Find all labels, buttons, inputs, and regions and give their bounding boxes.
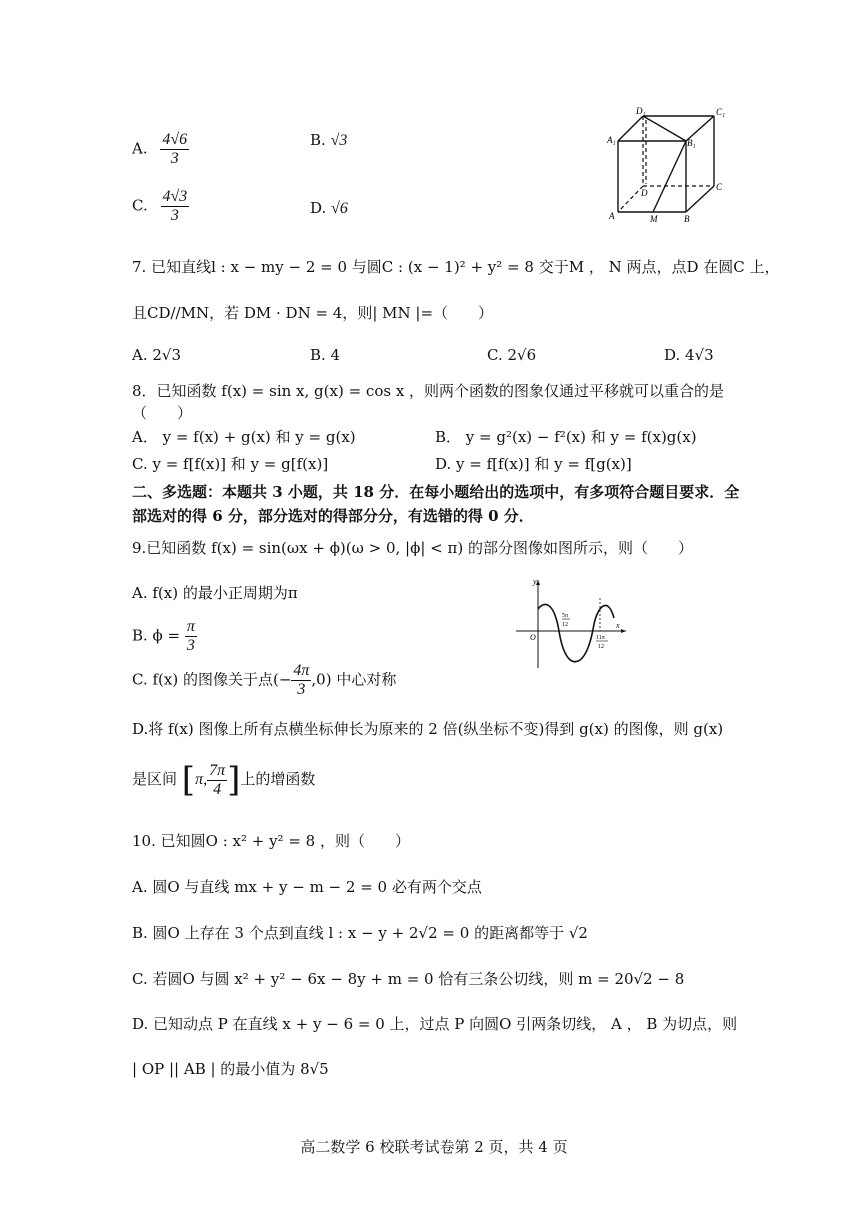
option-text: ,0) 中心对称 xyxy=(311,670,397,689)
fraction xyxy=(291,662,311,699)
y-axis-label: y xyxy=(533,577,537,586)
label-d: D xyxy=(641,188,648,198)
q10-option-d-line2: | OP || AB | 的最小值为 8√5 xyxy=(132,1060,329,1078)
q9-option-d-line2: 是区间 [π, $\frac{7\pi}{4}$ ]上的增函数 xyxy=(132,760,316,800)
origin-label: O xyxy=(530,633,536,642)
interval-left: π, xyxy=(195,771,208,788)
option-text: C. f(x) 的图像关于点(− xyxy=(132,670,292,689)
q7-stem-line2: 且CD//MN，若 DM · DN = 4，则| MN |=（ ） xyxy=(132,304,494,322)
edge-d1b1 xyxy=(643,116,686,141)
q8-stem-line2: （ ） xyxy=(132,404,193,422)
cube-figure xyxy=(598,102,734,228)
fraction xyxy=(185,618,197,655)
label-b: B xyxy=(684,214,690,224)
q6-option-b xyxy=(310,131,347,150)
label-c: C xyxy=(716,182,723,192)
denominator: 3 xyxy=(170,207,179,224)
q7-option-b: B. 4 xyxy=(310,346,341,364)
option-text: 上的增函数 xyxy=(240,770,316,788)
option-label: C. xyxy=(132,196,148,215)
numerator: 4π xyxy=(293,662,310,679)
option-text: B. ϕ = xyxy=(132,626,181,645)
edge xyxy=(618,116,643,141)
y-axis-arrow xyxy=(536,580,540,585)
q6-option-d xyxy=(310,199,348,218)
tick-label-den: 12 xyxy=(598,644,604,650)
option-label: A. xyxy=(132,139,148,158)
label-d1: D₁ xyxy=(636,106,646,116)
q9-option-d-line1: D.将 f(x) 图像上所有点横坐标伸长为原来的 2 倍(纵坐标不变)得到 g(x) 的图像，则 g(x) xyxy=(132,720,724,738)
label-b1: B₁ xyxy=(687,138,696,148)
sine-curve xyxy=(538,604,614,661)
q10-option-c: C. 若圆O 与圆 x² + y² − 6x − 8y + m = 0 恰有三条公切线，则 m = 20√2 − 8 xyxy=(132,970,685,988)
denominator: 3 xyxy=(186,637,195,654)
option-text: 是区间 xyxy=(132,770,178,788)
label-a1: A₁ xyxy=(607,135,616,145)
q9-option-a: A. f(x) 的最小正周期为π xyxy=(132,584,298,602)
label-c1: C₁ xyxy=(716,107,726,117)
option-value: √6 xyxy=(331,200,348,217)
denominator: 4 xyxy=(213,780,222,798)
label-m: M xyxy=(650,214,658,224)
q8-option-c: C. y = f[f(x)] 和 y = g[f(x)] xyxy=(132,455,329,473)
fraction xyxy=(161,188,190,225)
numerator: π xyxy=(186,618,195,635)
q7-option-a: A. 2√3 xyxy=(132,346,182,364)
hidden-edge xyxy=(618,186,643,212)
q8-option-d: D. y = f[f(x)] 和 y = f[g(x)] xyxy=(435,455,632,473)
x-axis-arrow xyxy=(621,629,626,633)
section-heading-line1: 二、多选题：本题共 3 小题，共 18 分．在每小题给出的选项中，有多项符合题目要求．全 xyxy=(132,483,740,501)
tick-label-num: 11π xyxy=(596,635,605,641)
q10-stem: 10. 已知圆O : x² + y² = 8 ，则（ ） xyxy=(132,832,410,850)
q10-option-b: B. 圆O 上存在 3 个点到直线 l : x − y + 2√2 = 0 的距离都等于 √2 xyxy=(132,924,588,942)
q9-option-b xyxy=(132,618,197,655)
tick-label-num: 5π xyxy=(562,613,569,619)
edge-b1m xyxy=(653,141,686,212)
q7-option-c: C. 2√6 xyxy=(487,346,537,364)
q6-option-a xyxy=(132,131,189,168)
page-footer: 高二数学 6 校联考试卷第 2 页，共 4 页 xyxy=(300,1138,568,1156)
tick-label-den: 12 xyxy=(562,622,568,628)
q7-stem-line1: 7. 已知直线l : x − my − 2 = 0 与圆C : (x − 1)² + y² = 8 交于M ， N 两点，点D 在圆C 上， xyxy=(132,258,780,276)
q6-option-c xyxy=(132,188,189,225)
option-label: B. xyxy=(310,131,326,149)
label-a: A xyxy=(609,211,615,221)
q10-option-d-line1: D. 已知动点 P 在直线 x + y − 6 = 0 上，过点 P 向圆O 引两条切线， A ， B 为切点，则 xyxy=(132,1015,738,1033)
numerator: 7π xyxy=(209,761,226,779)
q7-option-d: D. 4√3 xyxy=(664,346,714,364)
q8-stem-line1: 8．已知函数 f(x) = sin x, g(x) = cos x ，则两个函数的图象仅通过平移就可以重合的是 xyxy=(132,382,725,400)
sine-graph xyxy=(512,576,630,672)
option-value: √3 xyxy=(330,132,348,149)
q9-stem: 9.已知函数 f(x) = sin(ωx + ϕ)(ω > 0, |ϕ| < π) 的部分图像如图所示，则（ ） xyxy=(132,539,693,557)
q9-option-c xyxy=(132,662,396,699)
numerator: 4√3 xyxy=(162,188,188,205)
fraction xyxy=(207,762,227,799)
denominator: 3 xyxy=(170,150,179,167)
q10-option-a: A. 圆O 与直线 mx + y − m − 2 = 0 必有两个交点 xyxy=(132,878,482,896)
fraction xyxy=(160,131,189,168)
q8-option-a: A． y = f(x) + g(x) 和 y = g(x) xyxy=(132,428,356,446)
option-label: D. xyxy=(310,199,327,217)
q8-option-b: B． y = g²(x) − f²(x) 和 y = f(x)g(x) xyxy=(435,428,697,446)
numerator: 4√6 xyxy=(162,131,188,148)
edge xyxy=(686,186,714,212)
section-heading-line2: 部选对的得 6 分，部分选对的得部分分，有选错的得 0 分． xyxy=(132,507,534,525)
x-axis-label: x xyxy=(616,621,620,630)
denominator: 3 xyxy=(297,681,306,698)
